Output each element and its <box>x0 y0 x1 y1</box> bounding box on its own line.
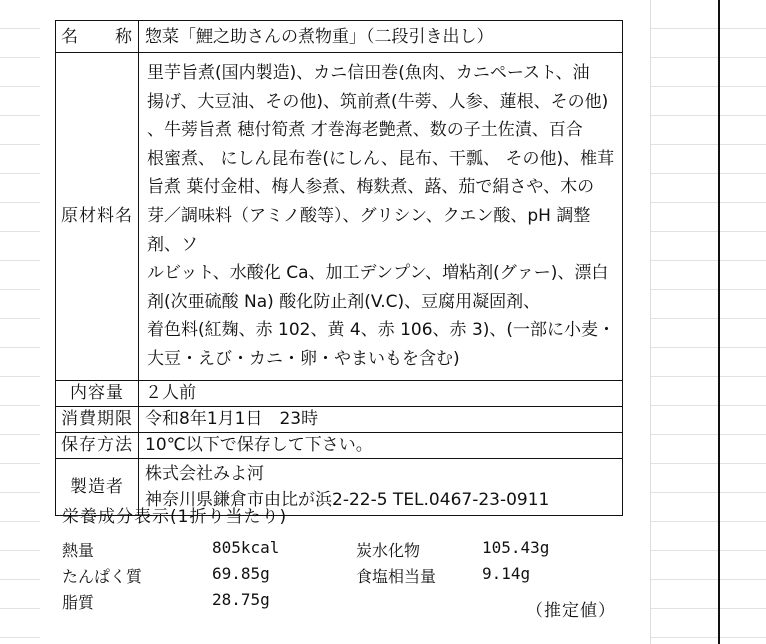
ingredients-line: 根蜜煮、 にしん昆布巻(にしん、昆布、干瓢、 その他)、椎茸 <box>147 148 615 169</box>
ingredients-line: 大豆・えび・カニ・卵・やまいもを含む) <box>147 348 460 369</box>
ingredients-line: 旨煮 葉付金柑、梅人参煮、梅麩煮、蕗、茄で絹さや、木の <box>147 177 595 198</box>
page-break-line <box>718 0 720 644</box>
quantity-key: 内容量 <box>56 380 139 406</box>
nutrition-title: 栄養成分表示(1折り当たり) <box>62 507 288 527</box>
nutrition-value: 805kcal <box>212 538 280 557</box>
product-name-value: 惣菜「鯉之助さんの煮物重」（二段引き出し） <box>139 21 623 53</box>
estimated-value-note: （推定値） <box>526 601 616 621</box>
storage-key: 保存方法 <box>56 432 139 458</box>
nutrition-value: 105.43g <box>482 538 550 557</box>
storage-value: 10℃以下で保存して下さい。 <box>139 432 623 458</box>
nutrition-value: 69.85g <box>212 564 270 583</box>
column-gridline <box>650 0 651 644</box>
row-quantity <box>56 380 623 406</box>
manufacturer-company: 株式会社みよ河 <box>145 463 264 484</box>
ingredients-value <box>139 53 623 381</box>
ingredients-line: 里芋旨煮(国内製造)、カニ信田巻(魚肉、カニペースト、油 <box>147 63 590 83</box>
quantity-value: ２人前 <box>139 380 623 406</box>
ingredients-key: 原材料名 <box>56 53 139 381</box>
nutrition-label: 脂質 <box>62 593 95 612</box>
nutrition-value: 28.75g <box>212 590 270 609</box>
ingredients-line: 芽／調味料（アミノ酸等）、グリシン、クエン酸、pH 調整剤、ソ <box>147 205 591 255</box>
manufacturer-key: 製造者 <box>56 458 139 515</box>
row-product-name <box>56 21 623 53</box>
food-label-table <box>55 20 623 516</box>
ingredients-line: 、牛蒡旨煮 穂付筍煮 才巻海老艶煮、数の子土佐漬、百合 <box>147 120 583 141</box>
nutrition-label: 熱量 <box>62 541 95 560</box>
ingredients-line: 剤(次亜硫酸 Na) 酸化防止剤(V.C)、豆腐用凝固剤、 <box>147 291 541 312</box>
ingredients-line: 着色料(紅麹、赤 102、黄 4、赤 106、赤 3)、(一部に小麦・ <box>147 320 616 341</box>
nutrition-label: 炭水化物 <box>356 541 421 560</box>
expiry-key: 消費期限 <box>56 406 139 432</box>
nutrition-label: たんぱく質 <box>62 567 143 586</box>
row-expiry <box>56 406 623 432</box>
row-storage <box>56 432 623 458</box>
expiry-value: 令和8年1月1日 23時 <box>139 406 623 432</box>
nutrition-label: 食塩相当量 <box>356 567 437 586</box>
nutrition-value: 9.14g <box>482 564 531 583</box>
row-ingredients <box>56 53 623 381</box>
product-name-key: 名 称 <box>56 21 139 53</box>
manufacturer-address: 神奈川県鎌倉市由比が浜2-22-5 TEL.0467-23-0911 <box>145 489 550 510</box>
ingredients-line: 揚げ、大豆油、その他)、筑前煮(牛蒡、人参、蓮根、その他) <box>147 91 609 112</box>
ingredients-line: ルビット、水酸化 Ca、加工デンプン、増粘剤(グァー)、漂白 <box>147 263 609 284</box>
